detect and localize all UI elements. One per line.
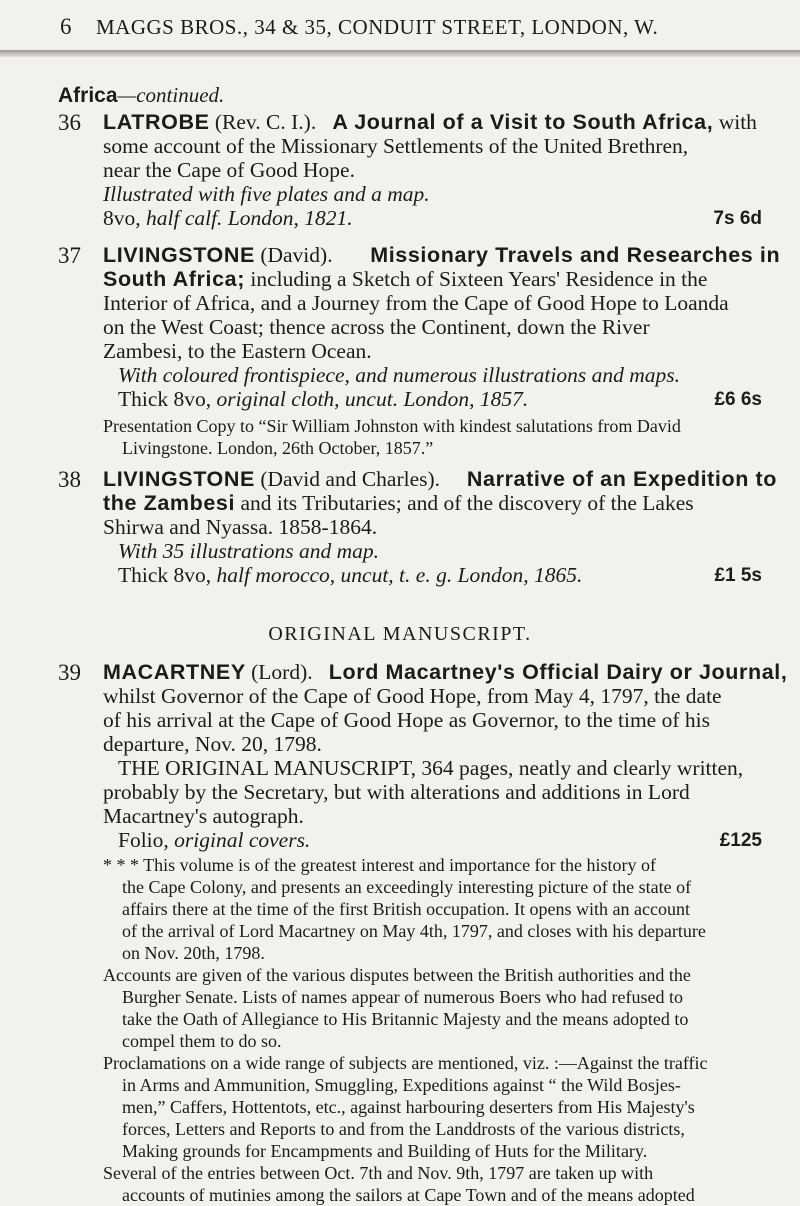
entry-text-line: on the West Coast; thence across the Continent, down the River — [103, 315, 650, 339]
entry-illustrations: With 35 illustrations and map. — [118, 539, 380, 563]
entry-format: Folio, original covers. — [118, 828, 311, 852]
entry-number: 38 — [58, 467, 81, 492]
entry-number: 39 — [58, 660, 81, 685]
entry-heading — [103, 660, 787, 684]
entry-author-detail: (Rev. C. I.). — [209, 110, 317, 134]
entry-text-line: departure, Nov. 20, 1798. — [103, 732, 322, 756]
entry-text-line: Interior of Africa, and a Journey from the Cape of Good Hope to Loanda — [103, 291, 729, 315]
entry-title: Narrative of an Expedition to — [466, 467, 778, 491]
entry-illustrations: Illustrated with five plates and a map. — [103, 182, 430, 206]
entry-format: Thick 8vo, original cloth, uncut. London, 1857. — [118, 387, 529, 411]
manuscript-heading: ORIGINAL MANUSCRIPT. — [268, 623, 532, 645]
entry-number: 36 — [58, 110, 81, 135]
entry-note-line: Proclamations on a wide range of subjects are mentioned, viz. :—Against the traffic — [103, 1053, 708, 1073]
entry-illustrations: With coloured frontispiece, and numerous illustrations and maps. — [118, 363, 680, 387]
entry-text-line: South Africa; including a Sketch of Sixteen Years' Residence in the — [103, 267, 708, 291]
entry-heading — [103, 243, 780, 267]
header-rule — [0, 50, 800, 57]
entry-text-line: the Zambesi and its Tributaries; and of the discovery of the Lakes — [103, 491, 694, 515]
entry-note-line: of the arrival of Lord Macartney on May 4th, 1797, and closes with his departure — [122, 921, 706, 941]
entry-text-line: THE ORIGINAL MANUSCRIPT, 364 pages, neatly and clearly written, — [118, 756, 744, 780]
publisher-address: MAGGS BROS., 34 & 35, CONDUIT STREET, LONDON, W. — [96, 15, 659, 39]
entry-heading — [103, 110, 757, 134]
entry-note-line: the Cape Colony, and presents an exceedingly interesting picture of the state of — [122, 877, 692, 897]
entry-text-line: near the Cape of Good Hope. — [103, 158, 355, 182]
entry-title: Missionary Travels and Researches in — [370, 243, 781, 267]
entry-format: Thick 8vo, half morocco, uncut, t. e. g. London, 1865. — [118, 563, 583, 587]
entry-text-line: Macartney's autograph. — [103, 804, 304, 828]
section-title: Africa — [58, 84, 118, 107]
entry-note-line: compel them to do so. — [122, 1031, 282, 1051]
entry-price: £125 — [719, 830, 762, 851]
entry-text-line: probably by the Secretary, but with alterations and additions in Lord — [103, 780, 690, 804]
entry-author: LIVINGSTONE — [103, 243, 255, 267]
entry-price: 7s 6d — [713, 208, 762, 229]
section-heading — [58, 83, 224, 108]
entry-text-line: some account of the Missionary Settlements of the United Brethren, — [103, 134, 689, 158]
page-number: 6 — [60, 14, 72, 39]
entry-note-line: take the Oath of Allegiance to His Britannic Majesty and the means adopted to — [122, 1009, 689, 1029]
entry-text-line: whilst Governor of the Cape of Good Hope, from May 4, 1797, the date — [103, 684, 722, 708]
entry-number: 37 — [58, 243, 81, 268]
entry-title: A Journal of a Visit to South Africa, — [332, 110, 714, 134]
entry-price: £1 5s — [714, 565, 762, 586]
entry-author-detail: (David). — [254, 243, 333, 267]
entry-note: Livingstone. London, 26th October, 1857.” — [122, 438, 434, 458]
entry-note-line: * * * This volume is of the greatest interest and importance for the history of — [103, 855, 657, 875]
entry-text-line: of his arrival at the Cape of Good Hope as Governor, to the time of his — [103, 708, 710, 732]
entry-author-detail: (David and Charles). — [254, 467, 441, 491]
entry-author: MACARTNEY — [103, 660, 246, 684]
entry-author: LATROBE — [103, 110, 210, 134]
entry-author-detail: (Lord). — [245, 660, 313, 684]
entry-price: £6 6s — [714, 389, 762, 410]
entry-note-line: forces, Letters and Reports to and from the Landdrosts of the various districts, — [122, 1119, 685, 1139]
entry-title-tail: with — [713, 110, 757, 134]
entry-note-line: Making grounds for Encampments and Building of Huts for the Military. — [122, 1141, 648, 1161]
entry-author: LIVINGSTONE — [103, 467, 255, 491]
section-continued: —continued. — [117, 83, 225, 107]
entry-note: Presentation Copy to “Sir William Johnston with kindest salutations from David — [103, 416, 681, 436]
entry-note-line: Several of the entries between Oct. 7th and Nov. 9th, 1797 are taken up with — [103, 1163, 654, 1183]
entry-note-line: on Nov. 20th, 1798. — [122, 943, 265, 963]
entry-note-line: affairs there at the time of the first British occupation. It opens with an account — [122, 899, 690, 919]
entry-text-line: Zambesi, to the Eastern Ocean. — [103, 339, 372, 363]
entry-heading — [103, 467, 777, 491]
entry-note-line: accounts of mutinies among the sailors at Cape Town and of the means adopted — [122, 1185, 695, 1205]
entry-note-line: Burgher Senate. Lists of names appear of numerous Boers who had refused to — [122, 987, 684, 1007]
entry-text-line: Shirwa and Nyassa. 1858-1864. — [103, 515, 378, 539]
running-header — [60, 14, 790, 40]
entry-format: 8vo, half calf. London, 1821. — [103, 206, 353, 230]
entry-title: Lord Macartney's Official Dairy or Journal, — [328, 660, 788, 684]
entry-note-line: in Arms and Ammunition, Smuggling, Expeditions against “ the Wild Bosjes- — [122, 1075, 681, 1095]
entry-note-line: Accounts are given of the various disputes between the British authorities and the — [103, 965, 691, 985]
entry-note-line: men,” Caffers, Hottentots, etc., against harbouring deserters from His Majesty's — [122, 1097, 695, 1117]
